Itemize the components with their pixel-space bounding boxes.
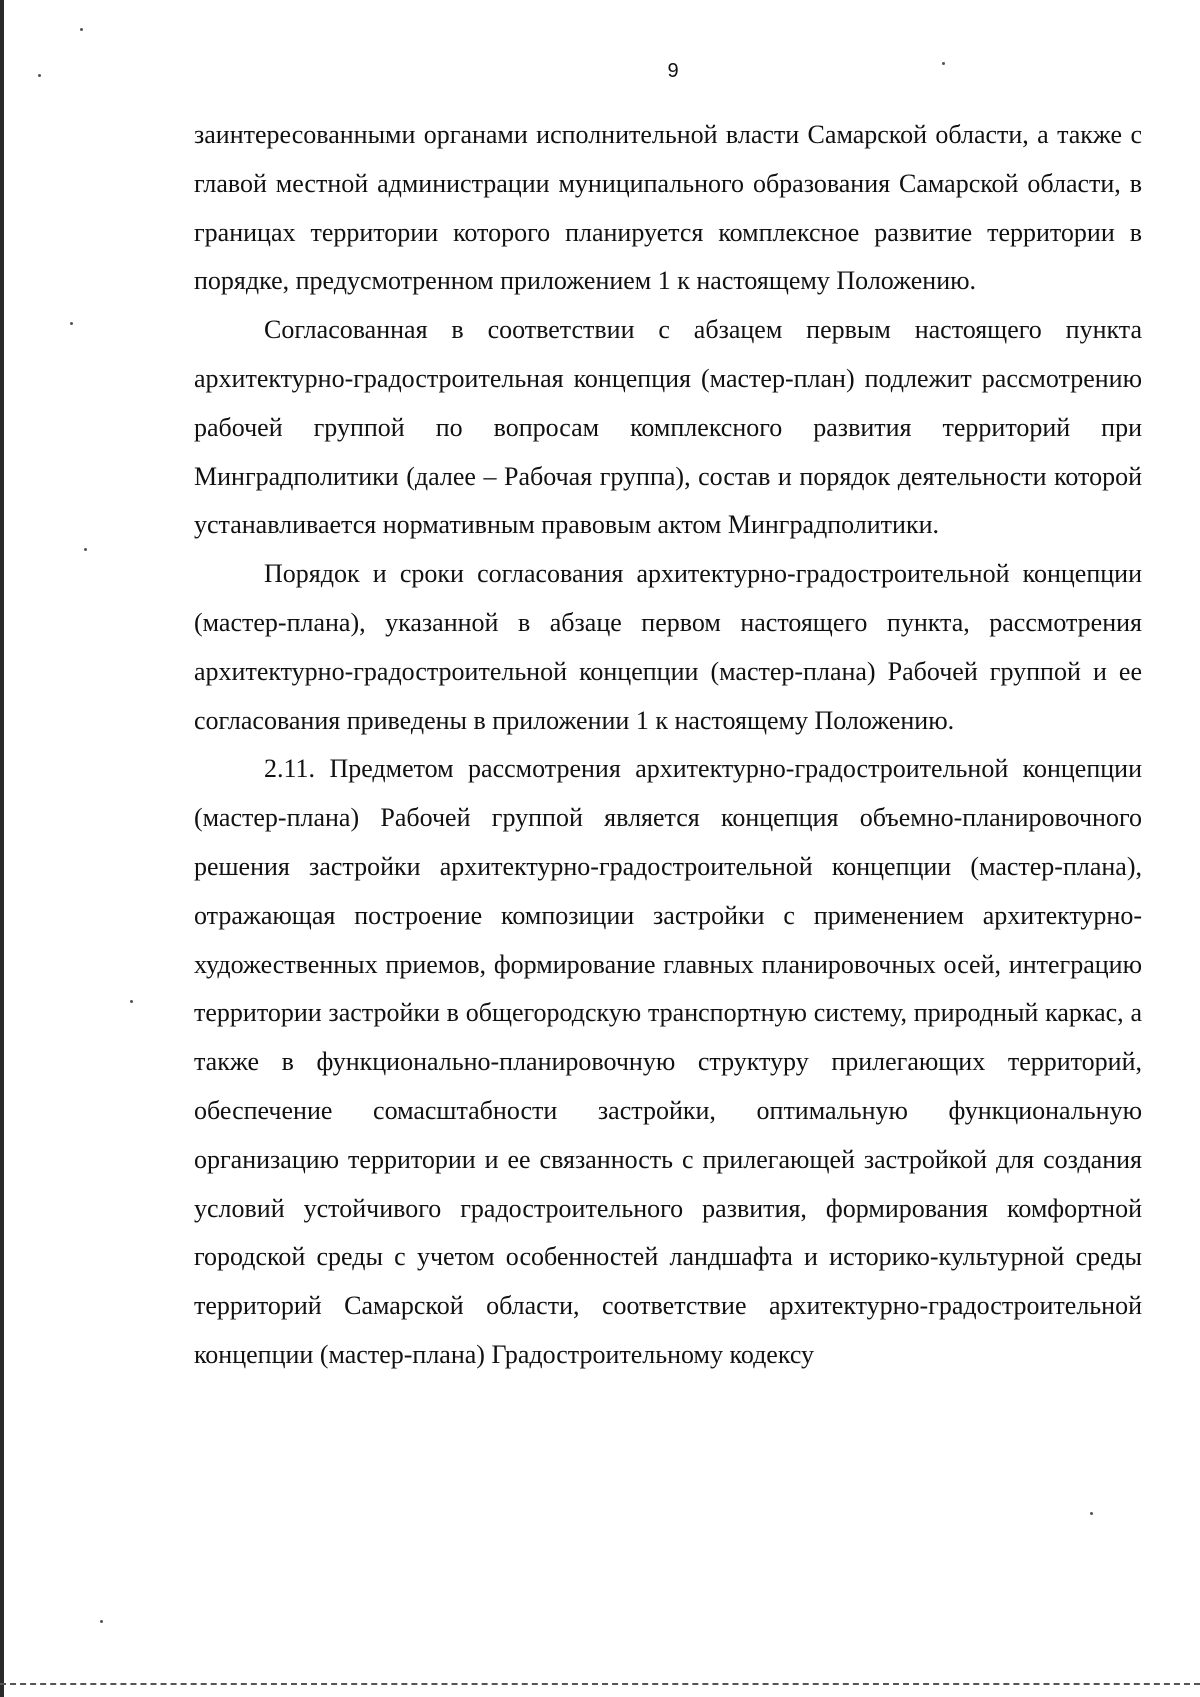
paragraph-3: Порядок и сроки согласования архитектурно-градостроительной концепции (мастер-плана), указанной в абзаце первом настоящего пункта, рассмотрения архитектурно-градостроительной концепции (мастер-плана) Рабочей группой и ее согласования приведены в приложении 1 к настоящему Положению. [194,559,1142,735]
scan-speck [84,548,87,551]
scan-speck [70,322,73,325]
footer-rule [0,1683,1200,1685]
scan-speck [80,28,83,31]
document-body [194,111,1142,1380]
scan-speck [1090,1512,1093,1515]
paragraph-2: Согласованная в соответствии с абзацем первым настоящего пункта архитектурно-градостроительная концепция (мастер-план) подлежит рассмотрению рабочей группой по вопросам комплексного развития территорий при Минградполитики (далее – Рабочая группа), состав и порядок деятельности которой устанавливается нормативным правовым актом Минградполитики. [194,315,1142,540]
scan-speck [130,1000,133,1003]
paragraph-4: 2.11. Предметом рассмотрения архитектурно-градостроительной концепции (мастер-плана) Рабочей группой является концепция объемно-планировочного решения застройки архитектурно-градостроительной концепции (мастер-плана), отражающая построение композиции застройки с применением архитектурно-художественных приемов, формирование главных планировочных осей, интеграцию территории застройки в общегородскую транспортную систему, природный каркас, а также в функционально-планировочную структуру прилегающих территорий, обеспечение сомасштабности застройки, оптимальную функциональную организацию территории и ее связанность с прилегающей застройкой для создания условий устойчивого градостроительного развития, формирования комфортной городской среды с учетом особенностей ландшафта и историко-культурной среды территорий Самарской области, соответствие архитектурно-градостроительной концепции (мастер-плана) Градостроительному кодексу [194,754,1142,1369]
scan-edge [0,0,4,1697]
scan-speck [38,74,41,77]
scan-speck [100,1620,103,1623]
paragraph-1: заинтересованными органами исполнительной власти Самарской области, а также с главой местной администрации муниципального образования Самарской области, в границах территории которого планируется комплексное развитие территории в порядке, предусмотренном приложением 1 к настоящему Положению. [194,120,1142,296]
page-number: 9 [667,60,679,82]
scan-speck [942,62,945,65]
